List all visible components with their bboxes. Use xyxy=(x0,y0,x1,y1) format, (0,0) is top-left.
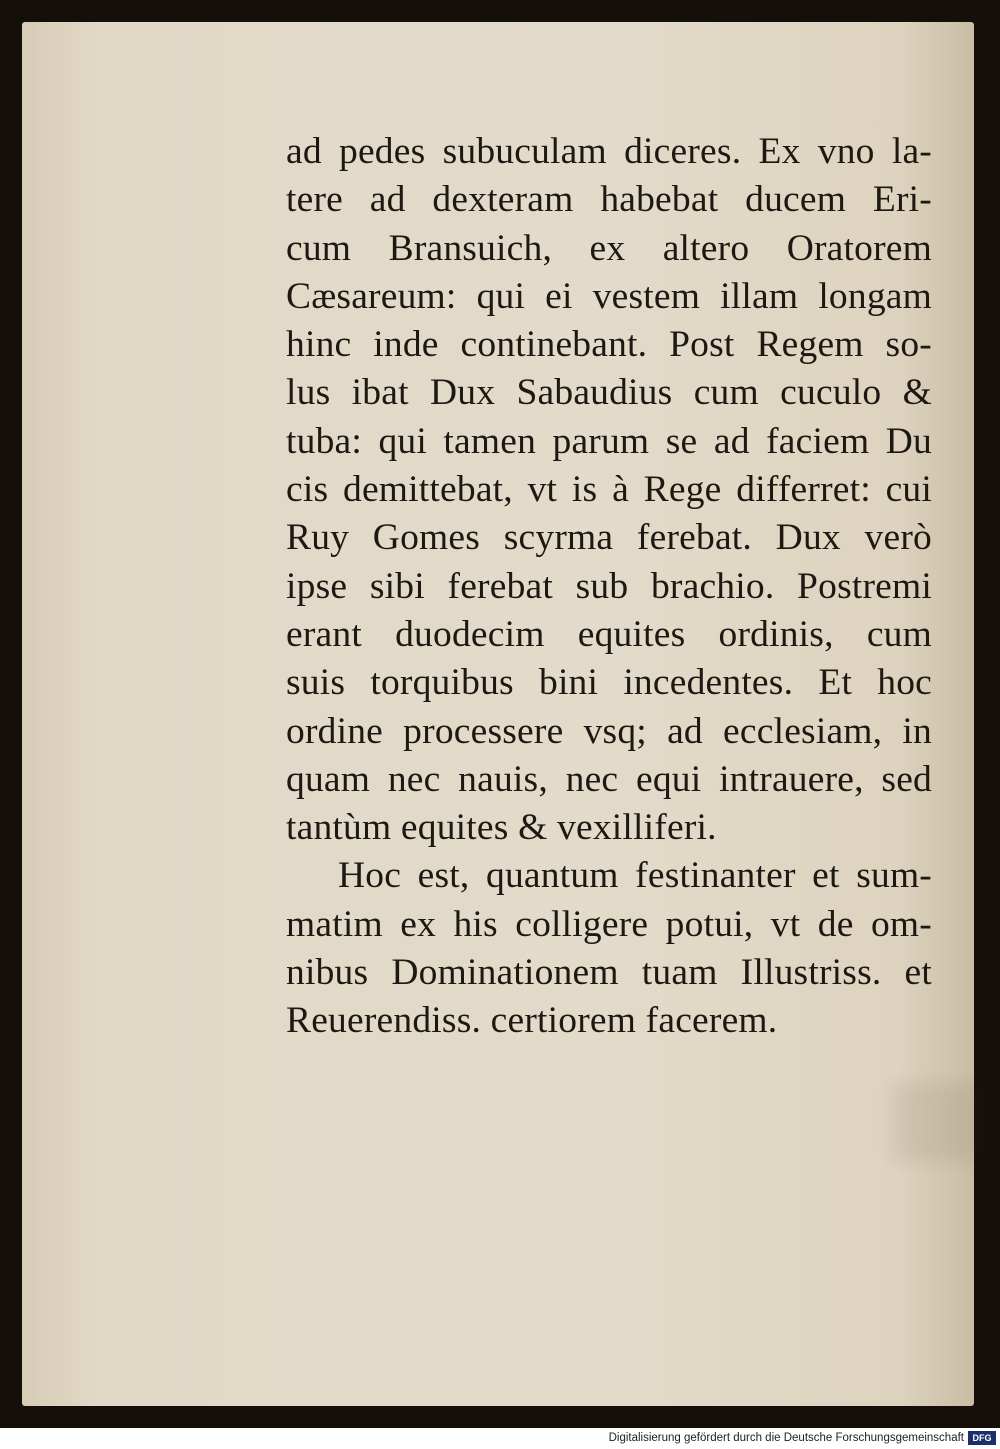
text-line: Cæsareum: qui ei vestem illam longam xyxy=(286,275,932,317)
text-line: nibus Dominationem tuam Illustriss. et xyxy=(286,952,932,994)
text-line: cis demittebat, vt is à Rege differret: cui xyxy=(286,469,932,511)
text-line: ad pedes subuculam diceres. Ex vno la- xyxy=(286,131,932,172)
text-line: tuba: qui tamen parum se ad faciem Du xyxy=(286,420,932,462)
text-line: erant duodecim equites ordinis, cum xyxy=(286,613,932,655)
text-line: Reuerendiss. certiorem facerem. xyxy=(286,1000,778,1042)
show-through-shadow xyxy=(892,1082,982,1162)
text-line: matim ex his colligere potui, vt de om- xyxy=(286,903,932,945)
text-line: lus ibat Dux Sabaudius cum cuculo & xyxy=(286,372,932,414)
text-line: cum Bransuich, ex altero Oratorem xyxy=(286,227,932,269)
text-line: quam nec nauis, nec equi intrauere, sed xyxy=(286,758,932,800)
page-text xyxy=(286,128,946,1046)
text-line: ipse sibi ferebat sub brachio. Postremi xyxy=(286,565,932,607)
text-line: suis torquibus bini incedentes. Et hoc xyxy=(286,662,932,704)
text-line: ordine processere vsq; ad ecclesiam, in xyxy=(286,710,932,752)
text-line: tantùm equites & vexilliferi. xyxy=(286,807,717,849)
text-line: tere ad dexteram habebat ducem Eri- xyxy=(286,179,932,221)
footer-bar xyxy=(0,1428,1000,1449)
text-line: Ruy Gomes scyrma ferebat. Dux verò xyxy=(286,517,932,559)
dfg-logo-icon: DFG xyxy=(968,1431,996,1445)
text-line: hinc inde continebant. Post Regem so- xyxy=(286,324,932,366)
text-line: Hoc est, quantum festinanter et sum- xyxy=(338,855,932,897)
funding-credit: Digitalisierung gefördert durch die Deutsche Forschungsgemeinschaft xyxy=(608,1432,964,1444)
